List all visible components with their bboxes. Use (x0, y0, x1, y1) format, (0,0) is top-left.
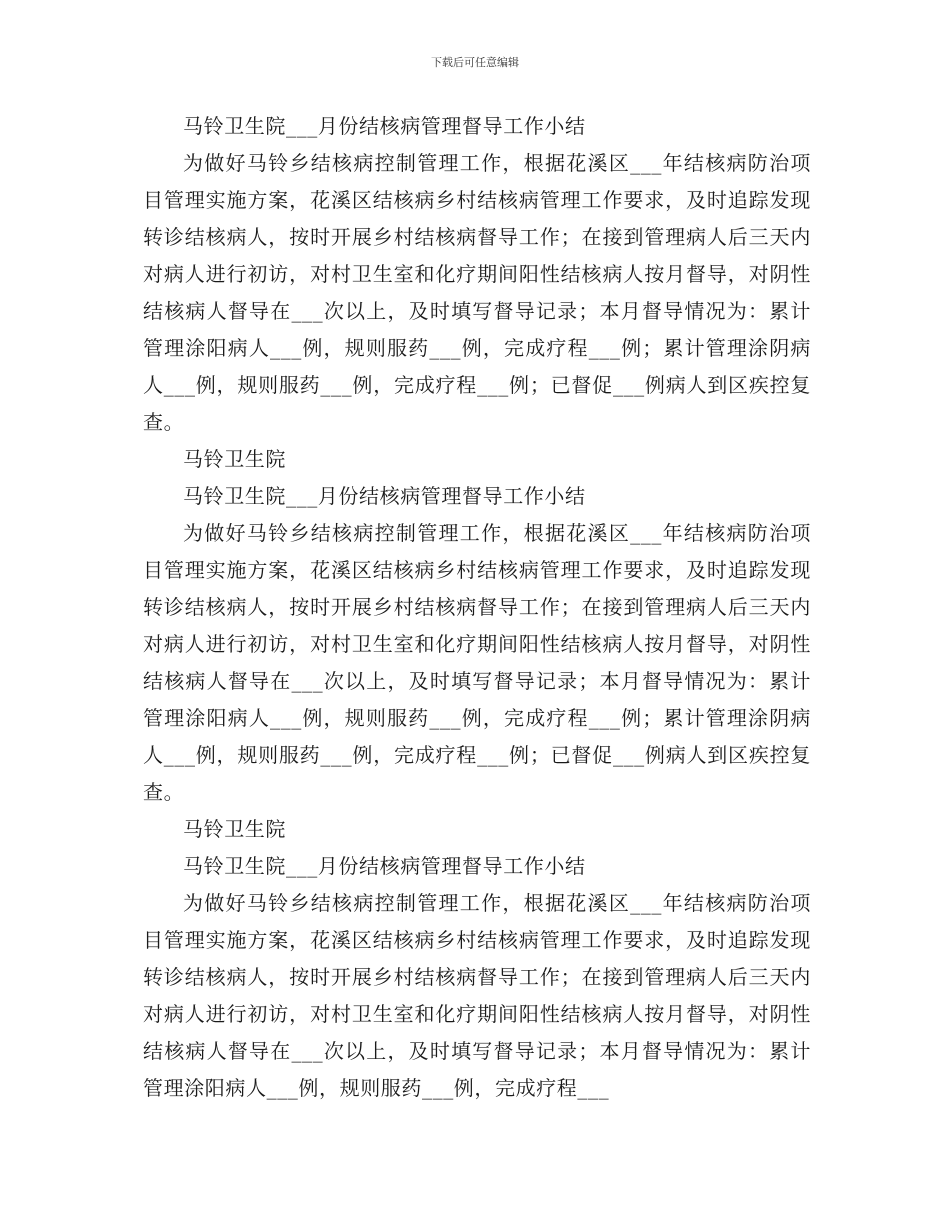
body-paragraph: 为做好马铃乡结核病控制管理工作，根据花溪区___年结核病防治项目管理实施方案，花溪区结核病乡村结核病管理工作要求，及时追踪发现转诊结核病人，按时开展乡村结核病督导工作；在接到管理病人后三天内对病人进行初访，对村卫生室和化疗期间阳性结核病人按月督导，对阴性结核病人督导在___次以上，及时填写督导记录；本月督导情况为：累计管理涂阳病人___例，规则服药___例，完成疗程___例；累计管理涂阴病人___例，规则服药___例，完成疗程___例；已督促___例病人到区疾控复查。 (143, 521, 811, 804)
body-paragraph: 为做好马铃乡结核病控制管理工作，根据花溪区___年结核病防治项目管理实施方案，花溪区结核病乡村结核病管理工作要求，及时追踪发现转诊结核病人，按时开展乡村结核病督导工作；在接到管理病人后三天内对病人进行初访，对村卫生室和化疗期间阳性结核病人按月督导，对阴性结核病人督导在___次以上，及时填写督导记录；本月督导情况为：累计管理涂阳病人___例，规则服药___例，完成疗程___例；累计管理涂阴病人___例，规则服药___例，完成疗程___例；已督促___例病人到区疾控复查。 (143, 151, 811, 434)
body-paragraph: 为做好马铃乡结核病控制管理工作，根据花溪区___年结核病防治项目管理实施方案，花溪区结核病乡村结核病管理工作要求，及时追踪发现转诊结核病人，按时开展乡村结核病督导工作；在接到管理病人后三天内对病人进行初访，对村卫生室和化疗期间阳性结核病人按月督导，对阴性结核病人督导在___次以上，及时填写督导记录；本月督导情况为：累计管理涂阳病人___例，规则服药___例，完成疗程___ (143, 891, 811, 1100)
page-header-note: 下载后可任意编辑 (431, 56, 519, 69)
document-body (143, 108, 811, 1107)
signature-line: 马铃卫生院 (183, 817, 286, 841)
section-title: 马铃卫生院___月份结核病管理督导工作小结 (183, 854, 586, 878)
signature-line: 马铃卫生院 (183, 447, 286, 471)
section-title: 马铃卫生院___月份结核病管理督导工作小结 (183, 114, 586, 138)
section-title: 马铃卫生院___月份结核病管理督导工作小结 (183, 484, 586, 508)
